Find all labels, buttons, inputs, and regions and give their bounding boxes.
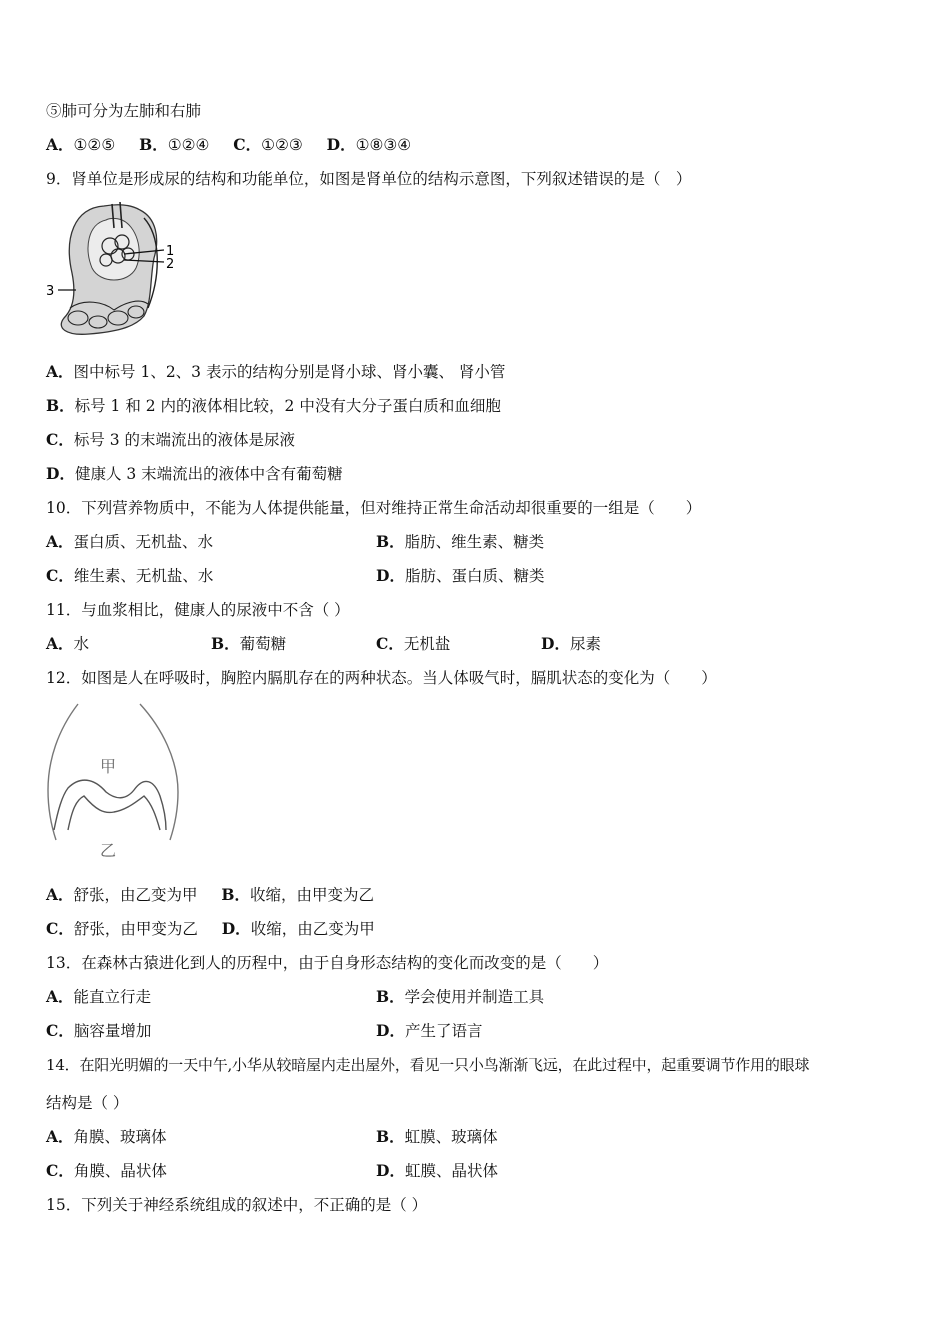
q9-option-c-text: 标号 3 的末端流出的液体是尿液 [73, 431, 296, 449]
q12-option-b-text: 收缩，由甲变为乙 [250, 886, 375, 904]
q14-option-a [46, 1127, 167, 1147]
diaphragm-diagram [44, 700, 184, 865]
q13-option-a [46, 987, 151, 1007]
q10-option-b-letter: B． [376, 532, 405, 551]
nephron-figure [44, 198, 184, 340]
nephron-label-2: 2 [166, 257, 175, 272]
q13-option-b [376, 987, 544, 1007]
q14-stem-line-1: 14．在阳光明媚的一天中午,小华从较暗屋内走出屋外，看见一只小鸟渐渐飞远，在此过程中，起重要调节作用的眼球 [46, 1056, 810, 1074]
q10-option-c-letter: C． [46, 566, 74, 585]
q8-options [46, 135, 411, 155]
diaphragm-state-yi [68, 796, 160, 830]
q12-option-d-letter: D． [221, 919, 251, 938]
q10-stem: 10．下列营养物质中，不能为人体提供能量，但对维持正常生命活动却很重要的一组是（ ） [46, 499, 702, 517]
q9-option-d-letter: D． [46, 464, 75, 483]
q13-option-a-text: 能直立行走 [73, 988, 152, 1006]
diaphragm-figure [44, 700, 184, 865]
q10-option-b [376, 532, 544, 552]
q9-option-c [46, 430, 295, 450]
q11-option-c-letter: C． [376, 634, 404, 653]
q14-option-c-text: 角膜、晶状体 [73, 1162, 167, 1180]
q14-stem-line-2: 结构是（ ） [46, 1094, 129, 1112]
q12-option-d-text: 收缩，由乙变为甲 [250, 920, 375, 938]
q11-option-c [376, 634, 450, 654]
q12-stem: 12．如图是人在呼吸时，胸腔内膈肌存在的两种状态。当人体吸气时，膈肌状态的变化为（ ） [46, 669, 717, 687]
q14-option-c-letter: C． [46, 1161, 74, 1180]
q8-item-5: ⑤肺可分为左肺和右肺 [46, 102, 202, 120]
q13-option-a-letter: A． [46, 987, 74, 1006]
nephron-diagram [44, 198, 184, 340]
q8-option-d-letter: D． [326, 135, 356, 154]
q11-option-c-text: 无机盐 [403, 635, 451, 653]
diaphragm-state-jia [54, 780, 166, 830]
q10-option-a-letter: A． [46, 532, 74, 551]
q12-options-row-1 [46, 885, 374, 905]
q8-option-d-text: ①⑧③④ [355, 136, 412, 154]
q9-stem: 9．肾单位是形成尿的结构和功能单位，如图是肾单位的结构示意图，下列叙述错误的是（ ） [46, 170, 692, 188]
q14-option-b-letter: B． [376, 1127, 405, 1146]
q12-option-a-letter: A． [46, 885, 74, 904]
q8-option-b-text: ①②④ [167, 136, 210, 154]
q9-option-b-letter: B． [46, 396, 75, 415]
q13-option-d [376, 1021, 482, 1041]
q8-option-a-text: ①②⑤ [73, 136, 116, 154]
q9-option-b-text: 标号 1 和 2 内的液体相比较，2 中没有大分子蛋白质和血细胞 [74, 397, 501, 415]
q11-option-d-letter: D． [541, 634, 570, 653]
q14-option-d [376, 1161, 498, 1181]
q9-option-a-letter: A． [46, 362, 74, 381]
q11-option-a-letter: A． [46, 634, 74, 653]
q14-option-d-letter: D． [376, 1161, 405, 1180]
diaphragm-label-jia: 甲 [100, 757, 117, 776]
q11-option-b-letter: B． [211, 634, 240, 653]
q11-option-b-text: 葡萄糖 [239, 635, 287, 653]
q12-option-b-letter: B． [221, 885, 251, 904]
q10-option-d [376, 566, 544, 586]
right-chest-wall [140, 704, 178, 840]
q14-option-c [46, 1161, 167, 1181]
q10-option-a-text: 蛋白质、无机盐、水 [73, 533, 214, 551]
q8-option-c-letter: C． [233, 135, 262, 154]
q9-option-d [46, 464, 343, 484]
q11-stem: 11．与血浆相比，健康人的尿液中不含（ ） [46, 601, 350, 619]
diaphragm-label-yi: 乙 [100, 841, 117, 860]
q14-option-b-text: 虹膜、玻璃体 [404, 1128, 498, 1146]
q13-stem: 13．在森林古猿进化到人的历程中，由于自身形态结构的变化而改变的是（ ） [46, 954, 609, 972]
q10-option-c-text: 维生素、无机盐、水 [73, 567, 214, 585]
q9-option-a-text: 图中标号 1、2、3 表示的结构分别是肾小球、肾小囊、 肾小管 [73, 363, 506, 381]
q13-option-c [46, 1021, 151, 1041]
q11-option-d [541, 634, 601, 654]
q11-option-a-text: 水 [73, 635, 90, 653]
q8-option-a-letter: A． [46, 135, 74, 154]
q10-option-d-letter: D． [376, 566, 405, 585]
q11-option-b [211, 634, 286, 654]
q13-option-d-letter: D． [376, 1021, 405, 1040]
nephron-label-1: 1 [166, 244, 175, 259]
q14-option-a-letter: A． [46, 1127, 74, 1146]
q12-option-c-text: 舒张，由甲变为乙 [73, 920, 198, 938]
q9-option-b [46, 396, 501, 416]
q12-option-c-letter: C． [46, 919, 74, 938]
q14-option-b [376, 1127, 498, 1147]
q11-option-d-text: 尿素 [569, 635, 601, 653]
q12-options-row-2 [46, 919, 375, 939]
q13-option-c-letter: C． [46, 1021, 74, 1040]
q9-option-a [46, 362, 505, 382]
q11-option-a [46, 634, 89, 654]
q12-option-a-text: 舒张，由乙变为甲 [73, 886, 198, 904]
q9-option-d-text: 健康人 3 末端流出的液体中含有葡萄糖 [74, 465, 343, 483]
q13-option-d-text: 产生了语言 [404, 1022, 483, 1040]
q13-option-b-text: 学会使用并制造工具 [404, 988, 545, 1006]
q14-option-d-text: 虹膜、晶状体 [404, 1162, 498, 1180]
q9-option-c-letter: C． [46, 430, 74, 449]
q13-option-b-letter: B． [376, 987, 405, 1006]
q8-option-c-text: ①②③ [261, 136, 303, 154]
q15-stem: 15．下列关于神经系统组成的叙述中，不正确的是（ ） [46, 1196, 428, 1214]
left-chest-wall [48, 704, 78, 840]
q10-option-d-text: 脂肪、蛋白质、糖类 [404, 567, 545, 585]
q8-option-b-letter: B． [139, 135, 168, 154]
q14-option-a-text: 角膜、玻璃体 [73, 1128, 167, 1146]
q10-option-c [46, 566, 213, 586]
q10-option-a [46, 532, 213, 552]
q10-option-b-text: 脂肪、维生素、糖类 [404, 533, 545, 551]
nephron-label-3: 3 [46, 284, 55, 299]
q13-option-c-text: 脑容量增加 [73, 1022, 152, 1040]
